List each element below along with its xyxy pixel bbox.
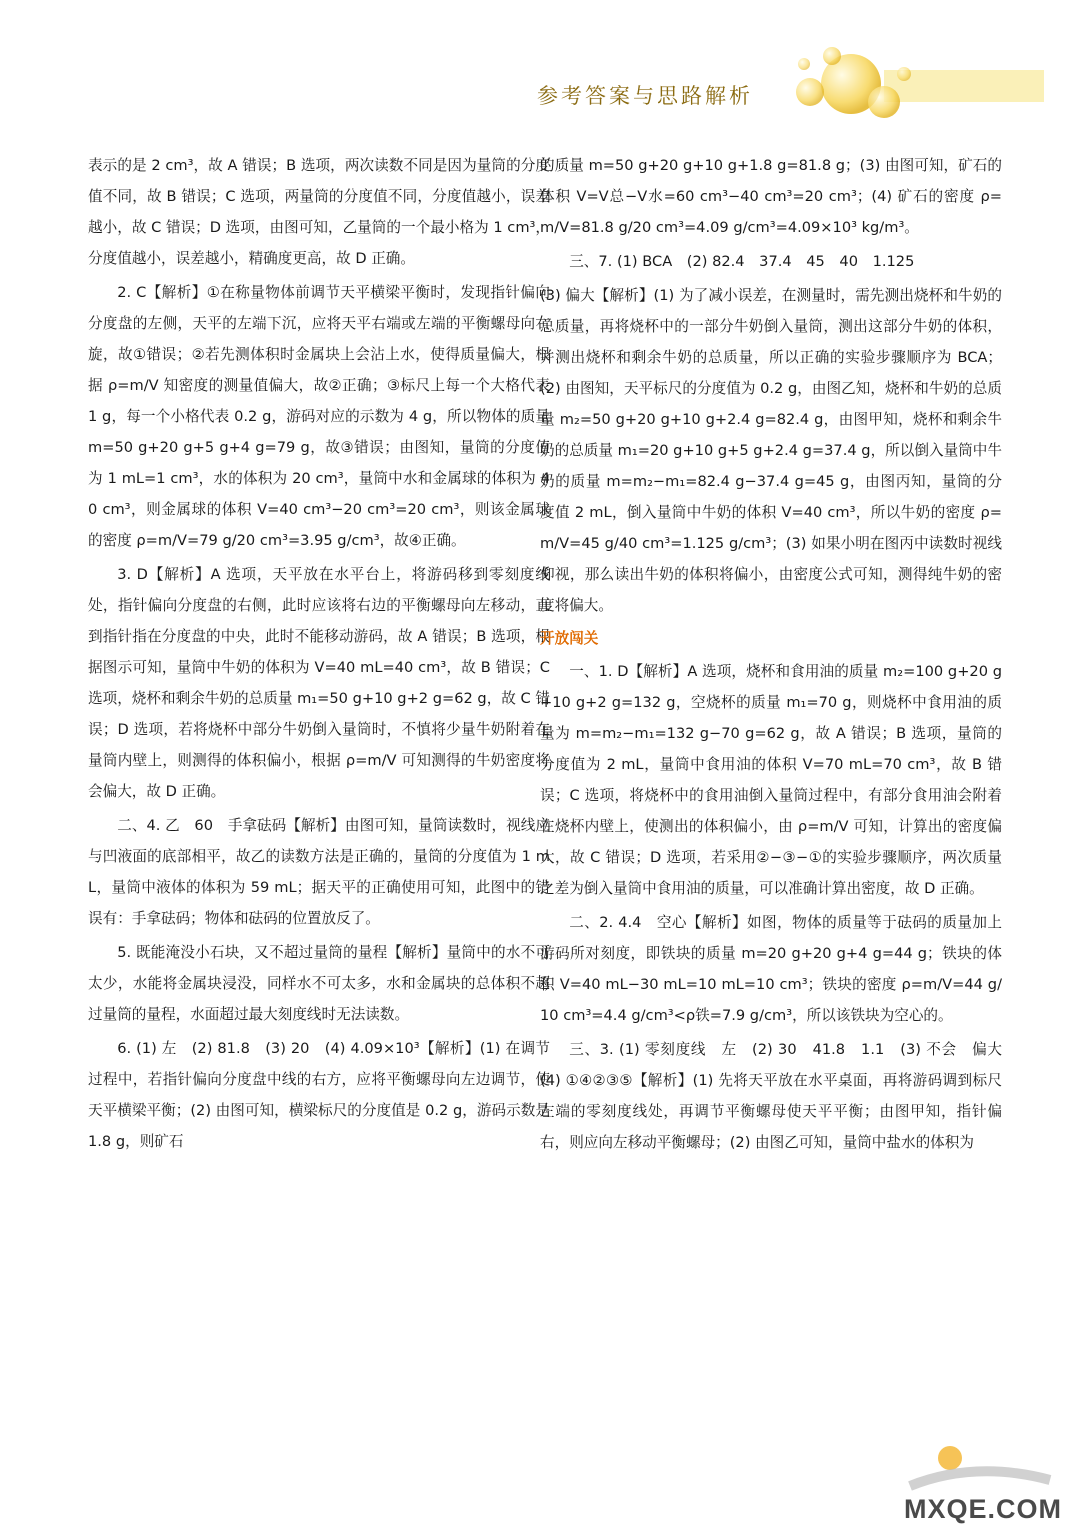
left-column [88,150,550,1160]
right-column [540,150,1017,1161]
answer-paragraph: 三、3. (1) 零刻度线 左 (2) 30 41.8 1.1 (3) 不会 偏大 (4) ①④②③⑤【解析】(1) 先将天平放在水平桌面，再将游码调到标尺左端的零刻度线处，再调节平衡螺母使天平平衡；由图甲知，指针偏右，则应向左移动平衡螺母；(2) 由图乙可知，量筒中盐水的体积为 [540,1041,1017,1151]
watermark-text: MXQE.COM [904,1494,1063,1524]
bubble-decoration-icon [776,36,1046,136]
answer-paragraph: 二、4. 乙 60 手拿砝码【解析】由图可知，量筒读数时，视线应与凹液面的底部相平，故乙的读数方法是正确的，量筒的分度值为 1 mL，量筒中液体的体积为 59 mL；据天平的正确使用可知，此图中的错误有：手拿砝码；物体和砝码的位置放反了。 [88,817,550,927]
answer-paragraph: 6. (1) 左 (2) 81.8 (3) 20 (4) 4.09×10³【解析】(1) 在调节过程中，若指针偏向分度盘中线的右方，应将平衡螺母向左边调节，使天平横梁平衡；(2) 由图可知，横梁标尺的分度值是 0.2 g，游码示数是 1.8 g，则矿石 [88,1040,550,1150]
answer-paragraph: 3. D【解析】A 选项，天平放在水平台上，将游码移到零刻度线处，指针偏向分度盘的右侧，此时应该将右边的平衡螺母向左移动，直到指针指在分度盘的中央，此时不能移动游码，故 A 错误；B 选项，根据图示可知，量筒中牛奶的体积为 V=40 mL=40 cm³，故 B 错误；C 选项，烧杯和剩余牛奶的总质量 m₁=50 g+10 g+2 g=62 g，故 C 错误；D 选项，若将烧杯中部分牛奶倒入量筒时，不慎将少量牛奶附着在量筒内壁上，则测得的体积偏小，根据 ρ=m/V 可知测得的牛奶密度将会偏大，故 D 正确。 [88,566,550,800]
answer-paragraph: (3) 偏大【解析】(1) 为了减小误差，在测量时，需先测出烧杯和牛奶的总质量，再将烧杯中的一部分牛奶倒入量筒，测出这部分牛奶的体积，并测出烧杯和剩余牛奶的总质量，所以正确的实验步骤顺序为 BCA；(2) 由图知，天平标尺的分度值为 0.2 g，由图乙知，烧杯和牛奶的总质量 m₂=50 g+20 g+10 g+2.4 g=82.4 g，由图甲知，烧杯和剩余牛奶的总质量 m₁=20 g+10 g+5 g+2.4 g=37.4 g，所以倒入量筒中牛奶的质量 m=m₂−m₁=82.4 g−37.4 g=45 g，由图丙知，量筒的分度值 2 mL，倒入量筒中牛奶的体积 V=40 cm³，所以牛奶的密度 ρ=m/V=45 g/40 cm³=1.125 g/cm³；(3) 如果小明在图丙中读数时视线仰视，那么读出牛奶的体积将偏小，由密度公式可知，测得纯牛奶的密度将偏大。 [540,287,1002,614]
answer-paragraph: 二、2. 4.4 空心【解析】如图，物体的质量等于砝码的质量加上游码所对刻度，即铁块的质量 m=20 g+20 g+4 g=44 g；铁块的体积 V=40 mL−30 mL=10 mL=10 cm³；铁块的密度 ρ=m/V=44 g/10 cm³=4.4 g/cm³<ρ铁=7.9 g/cm³，所以该铁块为空心的。 [540,914,1002,1024]
answer-paragraph: 表示的是 2 cm³，故 A 错误；B 选项，两次读数不同是因为量筒的分度值不同，故 B 错误；C 选项，两量筒的分度值不同，分度值越小，误差越小，故 C 错误；D 选项，由图可知，乙量筒的一个最小格为 1 cm³，分度值越小，误差越小，精确度更高，故 D 正确。 [88,157,550,267]
page-title: 参考答案与思路解析 [537,84,753,108]
section-heading: 开放闯关 [540,630,599,647]
answer-paragraph: 三、7. (1) BCA (2) 82.4 37.4 45 40 1.125 [569,253,915,270]
answer-paragraph: 2. C【解析】①在称量物体前调节天平横梁平衡时，发现指针偏向分度盘的左侧，天平的左端下沉，应将天平右端或左端的平衡螺母向右旋，故①错误；②若先测体积时金属块上会沾上水，使得质量偏大，根据 ρ=m/V 知密度的测量值偏大，故②正确；③标尺上每一个大格代表 1 g，每一个小格代表 0.2 g，游码对应的示数为 4 g，所以物体的质量 m=50 g+20 g+5 g+4 g=79 g，故③错误；由图知，量筒的分度值为 1 mL=1 cm³，水的体积为 20 cm³，量筒中水和金属球的体积为 40 cm³，则金属球的体积 V=40 cm³−20 cm³=20 cm³，则该金属球的密度 ρ=m/V=79 g/20 cm³=3.95 g/cm³，故④正确。 [88,284,550,549]
answer-paragraph: 的质量 m=50 g+20 g+10 g+1.8 g=81.8 g；(3) 由图可知，矿石的体积 V=V总−V水=60 cm³−40 cm³=20 cm³；(4) 矿石的密度 ρ=m/V=81.8 g/20 cm³=4.09 g/cm³=4.09×10³ kg/m³。 [540,157,1002,236]
answer-paragraph: 5. 既能淹没小石块，又不超过量筒的量程【解析】量筒中的水不可太少，水能将金属块浸没，同样水不可太多，水和金属块的总体积不超过量筒的量程，水面超过最大刻度线时无法读数。 [88,944,550,1023]
answer-paragraph: 一、1. D【解析】A 选项，烧杯和食用油的质量 m₂=100 g+20 g+10 g+2 g=132 g，空烧杯的质量 m₁=70 g，则烧杯中食用油的质量为 m=m₂−m₁=132 g−70 g=62 g，故 A 错误；B 选项，量筒的分度值为 2 mL，量筒中食用油的体积 V=70 mL=70 cm³，故 B 错误；C 选项，将烧杯中的食用油倒入量筒过程中，有部分食用油会附着在烧杯内壁上，使测出的体积偏小，由 ρ=m/V 可知，计算出的密度偏大，故 C 错误；D 选项，若采用②−③−①的实验步骤顺序，两次质量之差为倒入量筒中食用油的质量，可以准确计算出密度，故 D 正确。 [540,663,1002,897]
